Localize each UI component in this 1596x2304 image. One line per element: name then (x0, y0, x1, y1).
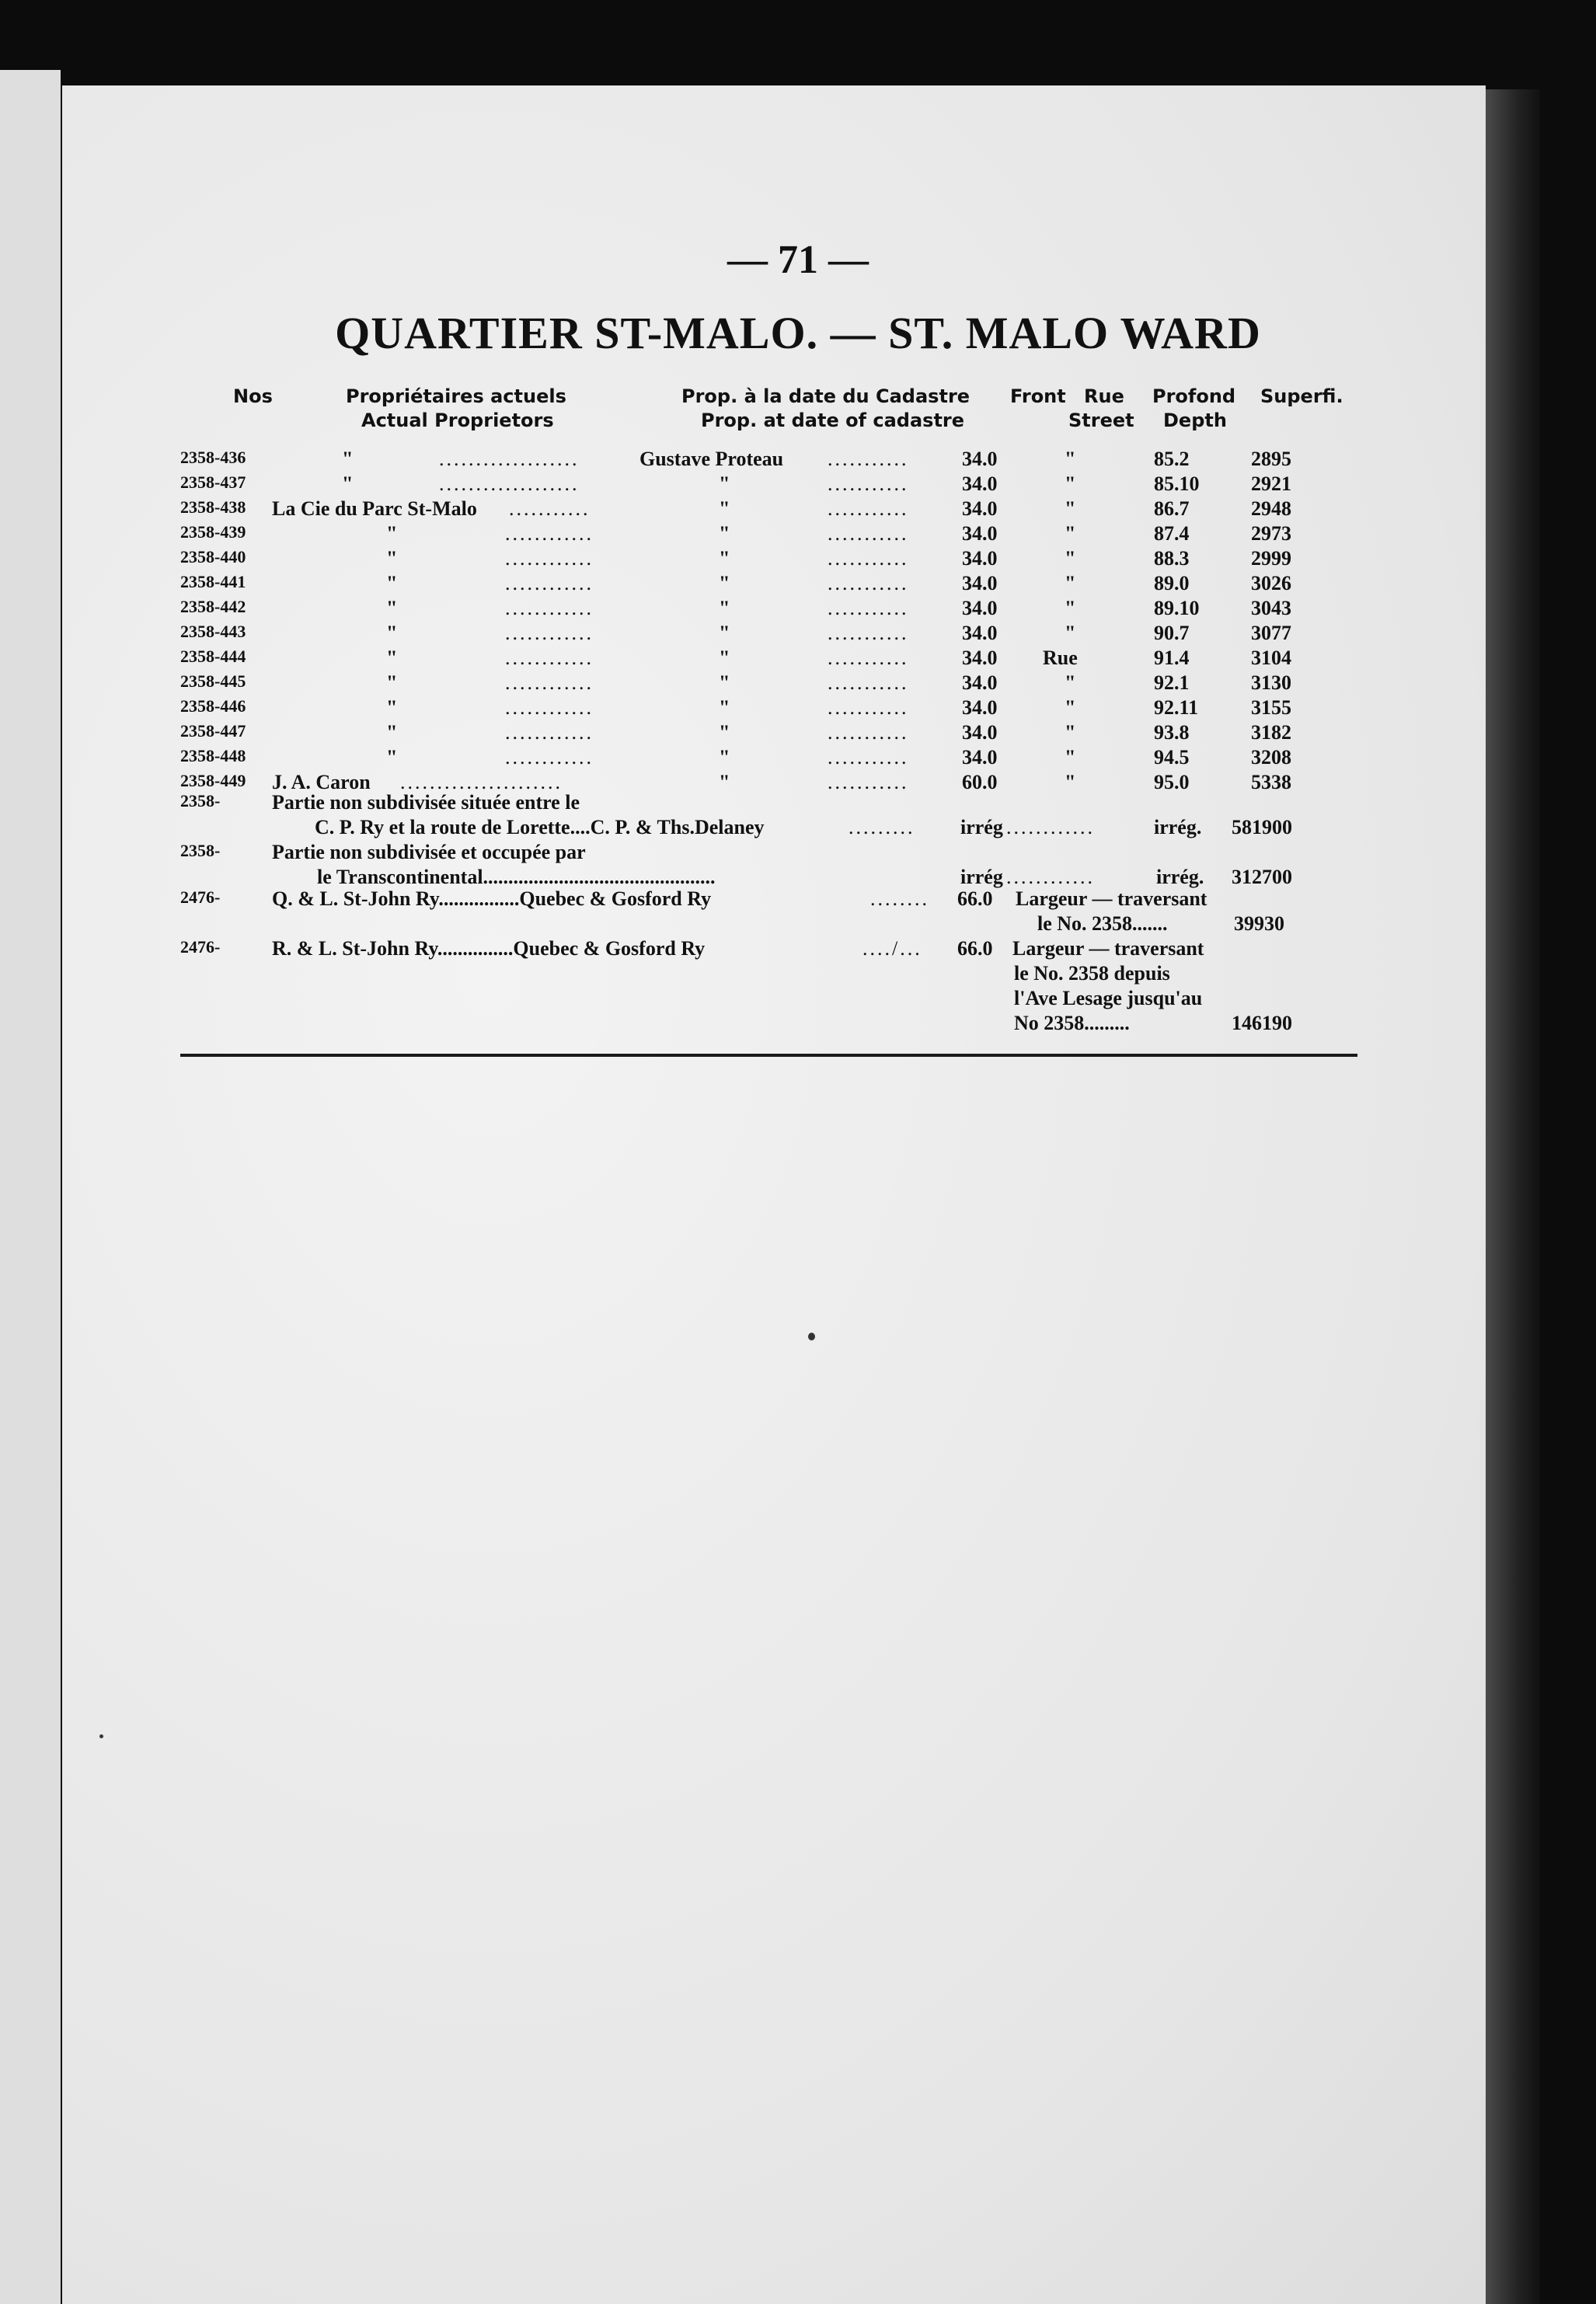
depth-value: 89.0 (1154, 572, 1190, 594)
table-row (0, 671, 1596, 696)
street-value: Rue (1043, 647, 1078, 669)
front-value: 34.0 (962, 547, 998, 570)
header-prop-date-cadastre: Prop. à la date du Cadastre (681, 385, 970, 407)
front-value: 34.0 (962, 696, 998, 719)
cadastre-owner: " (719, 597, 730, 619)
street-value: " (1065, 696, 1076, 719)
street-value: " (1065, 671, 1076, 694)
page-title: QUARTIER ST-MALO. — ST. MALO WARD (335, 308, 1261, 358)
street-note: Largeur — traversant (1016, 887, 1207, 910)
street-value: " (1065, 547, 1076, 570)
leader-dots: ................... (439, 472, 580, 495)
depth-value: 91.4 (1154, 647, 1190, 669)
street-note: No 2358......... (1014, 1012, 1130, 1034)
current-owner: R. & L. St-John Ry...............Quebec & Gosford Ry (272, 937, 706, 960)
front-value: 34.0 (962, 597, 998, 619)
leader-dots: ...................... (400, 771, 563, 793)
leader-dots: ........... (828, 572, 909, 594)
cadastre-owner: " (719, 472, 730, 495)
leader-dots: ........... (828, 647, 909, 669)
front-value: 34.0 (962, 522, 998, 545)
cadastre-owner: " (719, 547, 730, 570)
leader-dots: ........... (828, 771, 909, 793)
current-owner: " (386, 622, 398, 644)
lot-number: 2358-436 (180, 448, 246, 467)
leader-dots: ................... (439, 448, 580, 470)
header-depth: Depth (1163, 410, 1227, 431)
area-value: 146190 (1232, 1012, 1292, 1034)
header-actual-proprietors: Actual Proprietors (361, 410, 554, 431)
cadastre-owner: " (719, 771, 730, 793)
table-row (0, 746, 1596, 771)
scan-right-shadow (1486, 89, 1540, 2304)
cadastre-owner: " (719, 696, 730, 719)
area-value: 3043 (1251, 597, 1291, 619)
cadastre-owner: " (719, 497, 730, 520)
table-row (0, 912, 1596, 937)
lot-number: 2358-448 (180, 746, 246, 765)
leader-dots: ........... (828, 448, 909, 470)
leader-dots: ............ (505, 671, 594, 694)
leader-dots: ............ (505, 597, 594, 619)
depth-value: 89.10 (1154, 597, 1200, 619)
leader-dots: ............ (505, 647, 594, 669)
header-street: Street (1068, 410, 1134, 431)
street-value: " (1065, 572, 1076, 594)
current-owner: " (386, 597, 398, 619)
lot-number: 2358-441 (180, 572, 246, 591)
depth-value: irrég. (1154, 816, 1202, 838)
leader-dots: ............ (1006, 866, 1095, 888)
leader-dots: ............ (505, 522, 594, 545)
header-proprietaires: Propriétaires actuels (346, 385, 566, 407)
scan-speck (99, 1734, 103, 1738)
area-value: 2921 (1251, 472, 1291, 495)
horizontal-rule (180, 1054, 1357, 1057)
leader-dots: ........... (828, 671, 909, 694)
current-owner: " (342, 472, 354, 495)
current-owner: " (386, 522, 398, 545)
current-owner: " (386, 746, 398, 769)
lot-number: 2358-444 (180, 647, 246, 666)
area-value: 581900 (1232, 816, 1292, 838)
header-superficie: Superfi. (1260, 385, 1343, 407)
leader-dots: ............ (505, 622, 594, 644)
current-owner: " (386, 647, 398, 669)
leader-dots: ........... (828, 497, 909, 520)
table-row (0, 547, 1596, 572)
page-number: — 71 — (727, 238, 869, 282)
street-value: " (1065, 597, 1076, 619)
leader-dots: ........... (509, 497, 591, 520)
table-row (0, 472, 1596, 497)
street-note: le No. 2358....... (1037, 912, 1168, 935)
leader-dots: ............ (505, 746, 594, 769)
current-owner: " (342, 448, 354, 470)
cadastre-owner: " (719, 572, 730, 594)
depth-value: 92.1 (1154, 671, 1190, 694)
scan-left-margin (0, 70, 61, 2304)
front-value: 66.0 (957, 937, 993, 960)
leader-dots: ........... (828, 472, 909, 495)
street-value: " (1065, 522, 1076, 545)
current-owner: La Cie du Parc St-Malo (272, 497, 477, 520)
depth-value: irrég. (1156, 866, 1204, 888)
table-row (0, 887, 1596, 912)
front-value: 66.0 (957, 887, 993, 910)
table-row (0, 962, 1596, 987)
area-value: 3155 (1251, 696, 1291, 719)
leader-dots: ........ (870, 887, 929, 910)
lot-number: 2358-439 (180, 522, 246, 542)
current-owner: " (386, 547, 398, 570)
table-row (0, 522, 1596, 547)
front-value: irrég (960, 816, 1003, 838)
area-value: 3182 (1251, 721, 1291, 744)
depth-value: 90.7 (1154, 622, 1190, 644)
current-owner: Q. & L. St-John Ry................Quebec & Gosford Ry (272, 887, 712, 910)
table-row (0, 572, 1596, 597)
street-value: " (1065, 448, 1076, 470)
cadastre-owner: " (719, 746, 730, 769)
lot-number: 2358-437 (180, 472, 246, 492)
current-owner: J. A. Caron (272, 771, 371, 793)
lot-number: 2358-449 (180, 771, 246, 790)
table-row (0, 937, 1596, 962)
street-note: l'Ave Lesage jusqu'au (1014, 987, 1203, 1009)
cadastre-owner: " (719, 622, 730, 644)
street-value: " (1065, 771, 1076, 793)
area-value: 3130 (1251, 671, 1291, 694)
current-owner: Partie non subdivisée située entre le (272, 791, 580, 814)
table-row (0, 721, 1596, 746)
street-value: " (1065, 497, 1076, 520)
area-value: 39930 (1234, 912, 1284, 935)
table-row (0, 597, 1596, 622)
leader-dots: ........... (828, 522, 909, 545)
front-value: 34.0 (962, 721, 998, 744)
scan-speck (808, 1333, 815, 1340)
front-value: 34.0 (962, 497, 998, 520)
street-note: le No. 2358 depuis (1014, 962, 1170, 985)
lot-number: 2476- (180, 937, 221, 957)
depth-value: 86.7 (1154, 497, 1190, 520)
header-rue: Rue (1084, 385, 1124, 407)
leader-dots: ........... (828, 721, 909, 744)
street-note: Largeur — traversant (1012, 937, 1204, 960)
depth-value: 94.5 (1154, 746, 1190, 769)
table-row (0, 841, 1596, 866)
area-value: 2948 (1251, 497, 1291, 520)
lot-number: 2358-447 (180, 721, 246, 741)
front-value: 34.0 (962, 746, 998, 769)
leader-dots: ..../... (862, 937, 922, 960)
current-owner: Partie non subdivisée et occupée par (272, 841, 586, 863)
area-value: 2973 (1251, 522, 1291, 545)
header-profond: Profond (1152, 385, 1236, 407)
current-owner: " (386, 696, 398, 719)
street-value: " (1065, 721, 1076, 744)
lot-number: 2358-443 (180, 622, 246, 641)
depth-value: 93.8 (1154, 721, 1190, 744)
leader-dots: ........... (828, 597, 909, 619)
table-row (0, 448, 1596, 472)
current-owner: " (386, 572, 398, 594)
leader-dots: ........... (828, 696, 909, 719)
leader-dots: ............ (505, 696, 594, 719)
table-row (0, 622, 1596, 647)
header-front: Front (1010, 385, 1066, 407)
lot-number: 2358-442 (180, 597, 246, 616)
leader-dots: ............ (505, 572, 594, 594)
table-row (0, 987, 1596, 1012)
depth-value: 92.11 (1154, 696, 1199, 719)
table-row (0, 497, 1596, 522)
current-owner: " (386, 671, 398, 694)
owner-continuation: C. P. Ry et la route de Lorette....C. P. & Ths.Delaney (315, 816, 765, 838)
cadastre-owner: " (719, 647, 730, 669)
lot-number: 2358-445 (180, 671, 246, 691)
header-prop-at-date: Prop. at date of cadastre (701, 410, 965, 431)
street-value: " (1065, 472, 1076, 495)
table-row (0, 696, 1596, 721)
table-row (0, 1012, 1596, 1037)
street-value: " (1065, 746, 1076, 769)
area-value: 2895 (1251, 448, 1291, 470)
area-value: 3208 (1251, 746, 1291, 769)
leader-dots: ........... (828, 622, 909, 644)
current-owner: " (386, 721, 398, 744)
table-row (0, 647, 1596, 671)
header-nos: Nos (233, 385, 273, 407)
cadastre-owner: " (719, 671, 730, 694)
area-value: 3104 (1251, 647, 1291, 669)
leader-dots: ............ (505, 721, 594, 744)
front-value: 34.0 (962, 448, 998, 470)
lot-number: 2358-440 (180, 547, 246, 566)
depth-value: 85.2 (1154, 448, 1190, 470)
area-value: 3077 (1251, 622, 1291, 644)
front-value: irrég (960, 866, 1003, 888)
leader-dots: ............ (505, 547, 594, 570)
table-row (0, 816, 1596, 841)
street-value: " (1065, 622, 1076, 644)
front-value: 34.0 (962, 472, 998, 495)
leader-dots: ........... (828, 547, 909, 570)
front-value: 34.0 (962, 622, 998, 644)
front-value: 60.0 (962, 771, 998, 793)
cadastre-owner: " (719, 721, 730, 744)
lot-number: 2358-438 (180, 497, 246, 517)
lot-number: 2358- (180, 841, 221, 860)
depth-value: 85.10 (1154, 472, 1200, 495)
front-value: 34.0 (962, 647, 998, 669)
depth-value: 95.0 (1154, 771, 1190, 793)
cadastre-owner: Gustave Proteau (639, 448, 784, 470)
depth-value: 88.3 (1154, 547, 1190, 570)
area-value: 5338 (1251, 771, 1291, 793)
lot-number: 2358-446 (180, 696, 246, 716)
area-value: 312700 (1232, 866, 1292, 888)
area-value: 3026 (1251, 572, 1291, 594)
area-value: 2999 (1251, 547, 1291, 570)
depth-value: 87.4 (1154, 522, 1190, 545)
owner-continuation: le Transcontinental.............................................. (317, 866, 716, 888)
front-value: 34.0 (962, 572, 998, 594)
front-value: 34.0 (962, 671, 998, 694)
leader-dots: ........... (828, 746, 909, 769)
lot-number: 2358- (180, 791, 221, 810)
table-row (0, 791, 1596, 816)
leader-dots: ............ (1006, 816, 1095, 838)
lot-number: 2476- (180, 887, 221, 907)
leader-dots: ......... (849, 816, 915, 838)
cadastre-owner: " (719, 522, 730, 545)
